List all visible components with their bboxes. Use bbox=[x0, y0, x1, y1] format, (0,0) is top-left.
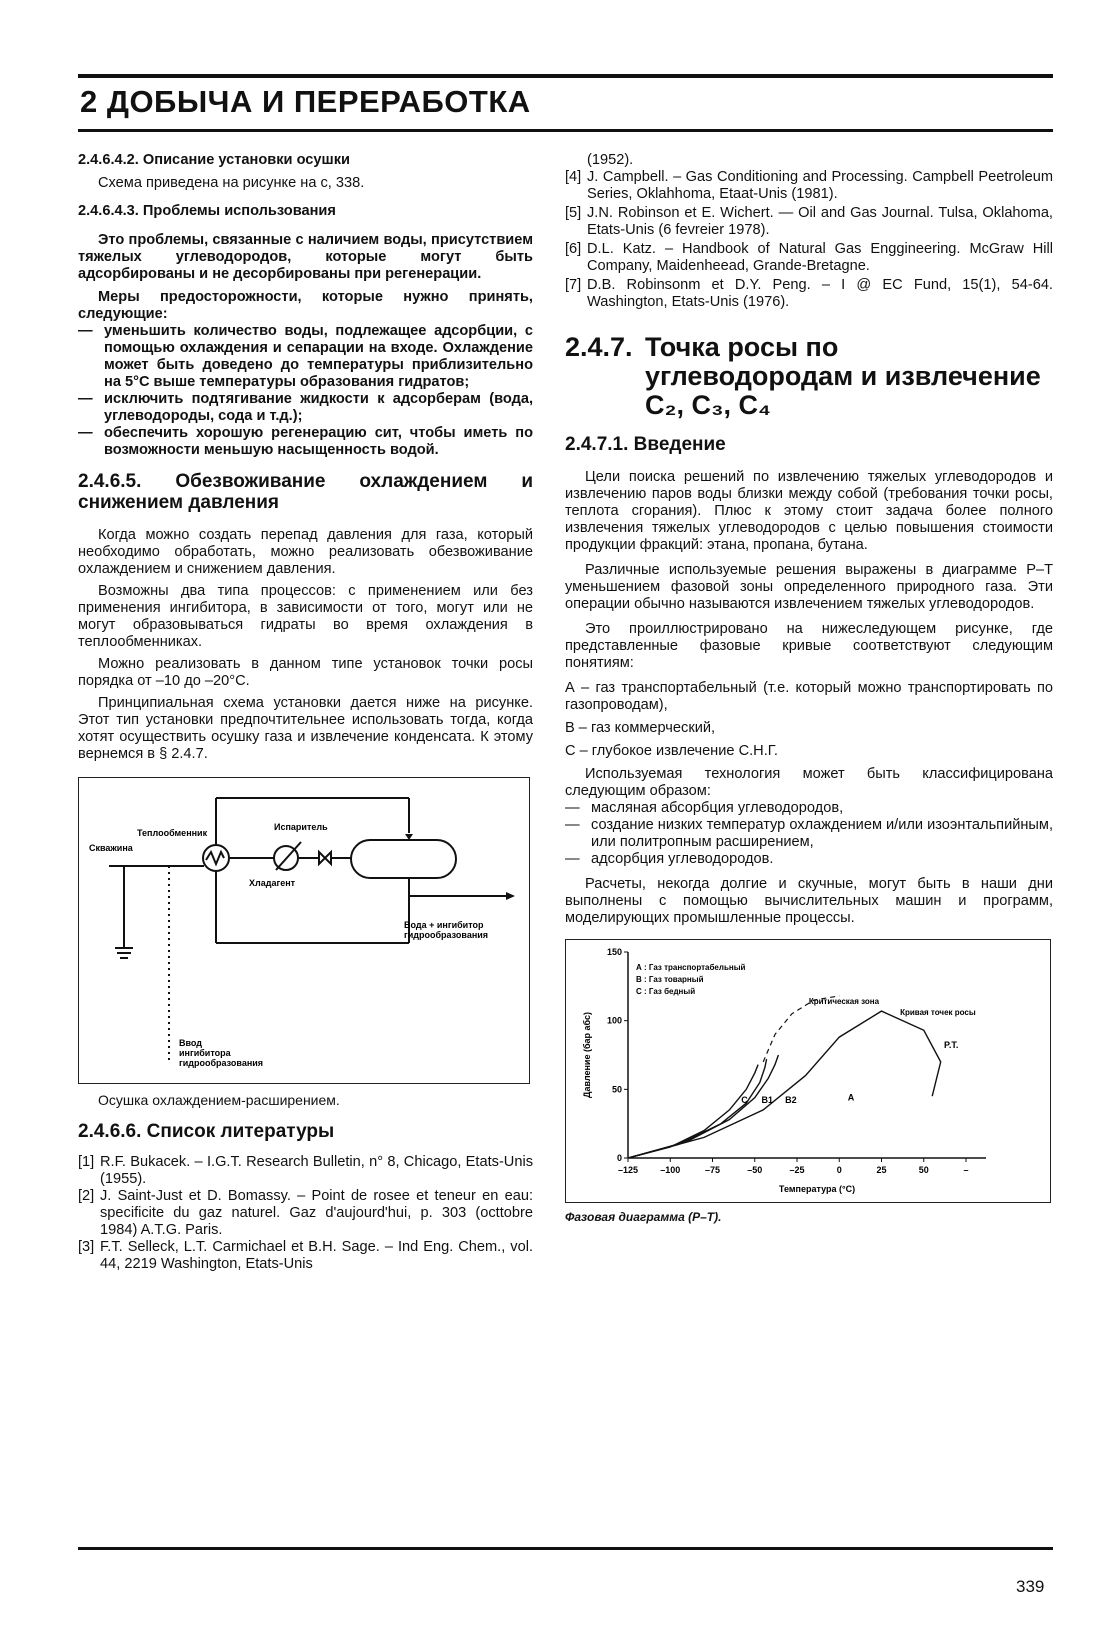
reference-continuation: (1952). bbox=[587, 152, 634, 168]
y-tick-label: 150 bbox=[606, 947, 622, 957]
legend-entry: А : Газ транспортабельный bbox=[636, 963, 746, 972]
paragraph: Это проблемы, связанные с наличием воды, присутствием тяжелых углеводородов, которые могут быть адсорбированы и не десорбированы при регенерации. bbox=[78, 232, 533, 282]
x-tick-label: –25 bbox=[789, 1165, 805, 1175]
x-tick-label: –125 bbox=[617, 1165, 639, 1175]
list-item: — обеспечить хорошую регенерацию сит, чтобы иметь по возможности меньшую насыщенность водой. bbox=[78, 425, 533, 458]
phase-diagram-figure bbox=[565, 939, 1051, 1203]
process-flow-diagram bbox=[79, 778, 529, 1083]
page-number: 339 bbox=[1016, 1577, 1045, 1596]
label-water-inhibitor: Вода + ингибитор bbox=[404, 920, 484, 930]
paragraph: Расчеты, некогда долгие и скучные, могут быть в наши дни выполнены с помощью вычислительных машин и программ, моделирующих промышленные процессы. bbox=[565, 876, 1053, 926]
x-tick-label: –75 bbox=[704, 1165, 721, 1175]
x-axis-label: Температура (°С) bbox=[778, 1184, 856, 1194]
header-rule-bottom bbox=[78, 129, 1053, 132]
section-number: 2.4.7. bbox=[565, 332, 633, 362]
section-title: Точка росы по углеводородам и извлечение C₂, C₃, C₄ bbox=[645, 332, 1041, 420]
paragraph: Меры предосторожности, которые нужно принять, следующие: bbox=[78, 289, 533, 322]
label-inlet-3: гидрообразования bbox=[179, 1058, 264, 1068]
reference-item: [1] R.F. Bukacek. – I.G.T. Research Bulletin, n° 8, Chicago, Etats-Unis (1955). bbox=[78, 1154, 533, 1187]
paragraph: Принципиальная схема установки дается ниже на рисунке. Этот тип установки предпочтительнее использовать тогда, когда хотят осуществить осушку газа и извлечение конденсата. К этому вернемся в § 2.4.7. bbox=[78, 695, 533, 762]
reference-item: [5] J.N. Robinson et E. Wichert. — Oil and Gas Journal. Tulsa, Oklahoma, Etats-Unis (6 fevreier 1978). bbox=[565, 205, 1053, 238]
paragraph: Используемая технология может быть классифицирована следующим образом: bbox=[565, 766, 1053, 799]
footer-rule bbox=[78, 1547, 1053, 1550]
paragraph: С – глубокое извлечение С.Н.Г. bbox=[565, 743, 778, 759]
label-evaporator: Испаритель bbox=[274, 822, 328, 832]
left-column bbox=[78, 152, 533, 1273]
section-2-4-7-1-title: 2.4.7.1. Введение bbox=[565, 434, 726, 455]
paragraph: Цели поиска решений по извлечению тяжелых углеводородов и извлечению паров воды близки между собой (требования точки росы, теплота сгорания). Плюс к этому стоит задача более полного извлечения тяжелых углеводородов с целью повышения стоимости продукции фракций: этана, пропана, бутана. bbox=[565, 469, 1053, 553]
section-2-4-6-4-2-title: 2.4.6.4.2. Описание установки осушки bbox=[78, 152, 350, 168]
paragraph: Схема приведена на рисунке на с, 338. bbox=[98, 175, 365, 191]
list-item: — адсорбция углеводородов. bbox=[565, 851, 774, 867]
series-line-b1 bbox=[628, 1059, 767, 1158]
x-tick-label: 0 bbox=[836, 1165, 842, 1175]
curve-label-a: A bbox=[847, 1092, 855, 1103]
x-tick-label: –50 bbox=[747, 1165, 763, 1175]
paragraph: Это проиллюстрировано на нижеследующем рисунке, где представленные фазовые кривые соответствуют следующим понятиям: bbox=[565, 621, 1053, 671]
section-2-4-7-title bbox=[565, 333, 1053, 420]
x-tick-label: 50 bbox=[918, 1165, 929, 1175]
list-item: — исключить подтягивание жидкости к адсорберам (вода, углеводороды, сода и т.д.); bbox=[78, 391, 533, 424]
section-2-4-6-6-title: 2.4.6.6. Список литературы bbox=[78, 1121, 335, 1142]
paragraph: Различные используемые решения выражены в диаграмме P–T уменьшением фазовой зоны определенного природного газа. Эти операции обычно называются извлечением тяжелых углеводородов. bbox=[565, 562, 1053, 612]
label-well: Скважина bbox=[89, 843, 133, 853]
y-tick-label: 100 bbox=[606, 1015, 622, 1026]
phase-diagram-chart bbox=[566, 940, 1050, 1202]
reference-item: [6] D.L. Katz. – Handbook of Natural Gas Enggineering. McGraw Hill Company, Maidenheead, Grande-Bretagne. bbox=[565, 241, 1053, 274]
reference-item: [7] D.B. Robinsonm et D.Y. Peng. – I @ EC Fund, 15(1), 54-64. Washington, Etats-Unis (1976). bbox=[565, 277, 1053, 310]
paragraph: Когда можно создать перепад давления для газа, который необходимо обработать, можно реализовать обезвоживание охлаждением и снижением давления. bbox=[78, 527, 533, 577]
section-2-4-6-4-3-title: 2.4.6.4.3. Проблемы использования bbox=[78, 203, 336, 219]
curve-label-b1: B1 bbox=[761, 1095, 774, 1106]
list-item: — масляная абсорбция углеводородов, bbox=[565, 800, 844, 816]
curve-label-c: C bbox=[741, 1095, 748, 1106]
curve-label-b2: B2 bbox=[785, 1095, 797, 1106]
figure-caption: Осушка охлаждением-расширением. bbox=[98, 1092, 340, 1108]
list-item: — создание низких температур охлаждением и/или изоэнтальпийным, или политропным расширением, bbox=[565, 817, 1054, 850]
legend-entry: В : Газ товарный bbox=[636, 975, 704, 984]
reference-item: [2] J. Saint-Just et D. Bomassy. – Point de rosee et teneur en eau: specificite du gaz naturel. Gaz d'aujourd'hui, p. 303 (octtobre 1984) A.T.G. Paris. bbox=[78, 1188, 533, 1238]
y-tick-label: 0 bbox=[616, 1153, 622, 1163]
x-tick-label: –100 bbox=[660, 1165, 681, 1175]
series-line-a bbox=[628, 1011, 941, 1158]
header-rule-top bbox=[78, 74, 1053, 78]
section-2-4-6-5-title: 2.4.6.5. Обезвоживание охлаждением и снижением давления bbox=[78, 471, 533, 513]
label-refrigerant: Хладагент bbox=[249, 878, 296, 888]
y-axis-label: Давление (бар абс) bbox=[582, 1012, 592, 1098]
label-water-inhibitor-2: гидрообразования bbox=[404, 930, 489, 940]
paragraph: Возможны два типа процессов: с применением или без применения ингибитора, в зависимости от того, могут или не могут образовываться гидраты во время охлаждения в теплообменниках. bbox=[78, 583, 533, 650]
annotation-critical-zone: Критическая зона bbox=[808, 997, 880, 1007]
label-inlet-2: ингибитора bbox=[179, 1048, 231, 1058]
paragraph: В – газ коммерческий, bbox=[565, 720, 716, 736]
x-tick-label: 25 bbox=[876, 1165, 887, 1175]
paragraph: Можно реализовать в данном типе установок точки росы порядка от –10 до –20°С. bbox=[78, 656, 533, 689]
legend-entry: С : Газ бедный bbox=[636, 987, 696, 996]
right-column bbox=[565, 152, 1053, 1226]
y-tick-label: 50 bbox=[611, 1084, 622, 1095]
annotation-dew-curve: Кривая точек росы bbox=[900, 1008, 976, 1018]
reference-item: [3] F.T. Selleck, L.T. Carmichael et B.H. Sage. – Ind Eng. Chem., vol. 44, 2219 Washington, Etats-Unis bbox=[78, 1239, 533, 1272]
label-inlet: Ввод bbox=[179, 1038, 203, 1048]
dehydration-scheme-figure bbox=[78, 777, 530, 1084]
figure-caption: Фазовая диаграмма (P–T). bbox=[565, 1210, 722, 1224]
paragraph: А – газ транспортабельный (т.е. который можно транспортировать по газопроводам), bbox=[565, 680, 1053, 713]
list-item: — уменьшить количество воды, подлежащее адсорбции, с помощью охлаждения и сепарации на входе. Охлаждение может быть доведено до температуры приблизительно на 5°С выше температуры образования гидратов; bbox=[78, 323, 533, 390]
reference-item: [4] J. Campbell. – Gas Conditioning and Processing. Campbell Peetroleum Series, Oklahhoma, Etaat-Unis (1981). bbox=[565, 169, 1053, 202]
label-heat-exchanger: Теплообменник bbox=[137, 828, 208, 838]
annotation-pt: P.T. bbox=[944, 1040, 959, 1051]
x-tick-label: – bbox=[963, 1165, 969, 1175]
chapter-title: 2 ДОБЫЧА И ПЕРЕРАБОТКА bbox=[80, 84, 531, 119]
